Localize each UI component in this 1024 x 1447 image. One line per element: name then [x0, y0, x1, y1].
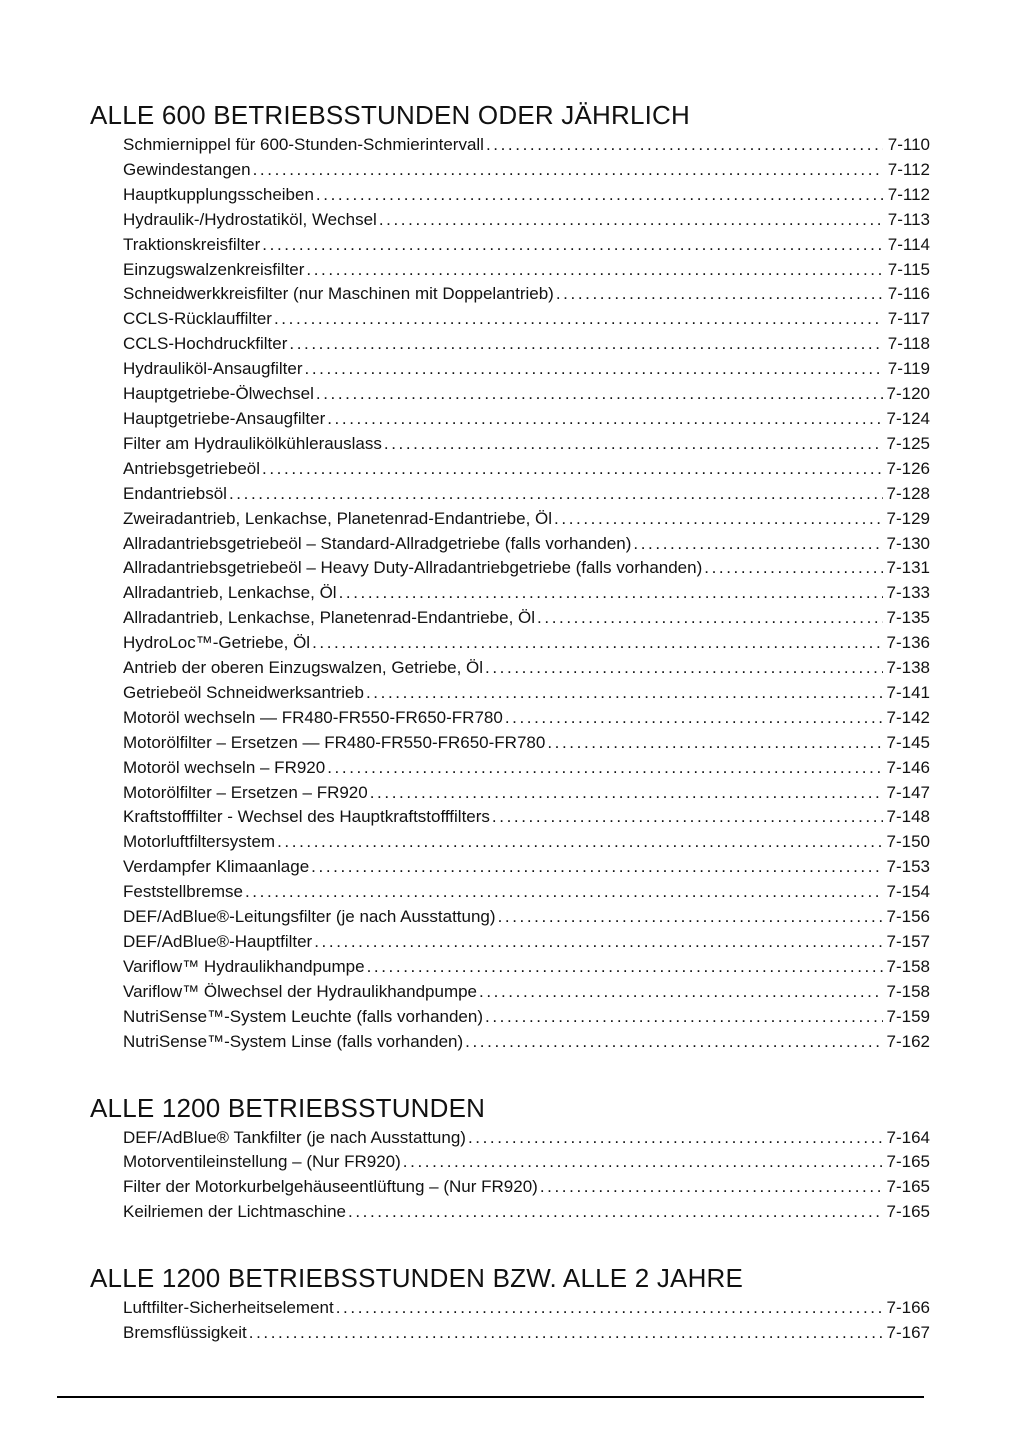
footer-rule — [57, 1396, 924, 1398]
toc-entry — [123, 880, 930, 905]
entry-page-number: 7-157 — [886, 932, 930, 951]
dot-leader — [327, 756, 883, 781]
toc-entry — [123, 930, 930, 955]
section-title: ALLE 600 BETRIEBSSTUNDEN ODER JÄHRLICH — [90, 100, 690, 130]
toc-entry — [123, 980, 930, 1005]
entry-label: Endantriebsöl — [123, 483, 227, 503]
entry-label: Motorölfilter – Ersetzen — FR480-FR550-FR650-FR780 — [123, 732, 546, 752]
toc-entry — [123, 133, 930, 158]
entry-page-number: 7-126 — [886, 458, 930, 478]
entry-label: Getriebeöl Schneidwerksantrieb — [123, 682, 364, 702]
entry-label: Zweiradantrieb, Lenkachse, Planetenrad-Endantriebe, Öl — [123, 508, 553, 528]
entry-page-number: 7-150 — [886, 832, 930, 852]
entry-page-number: 7-147 — [886, 782, 930, 802]
entry-page-number: 7-119 — [887, 359, 930, 379]
entry-page-number: 7-165 — [886, 1202, 930, 1222]
toc-entry — [123, 581, 930, 606]
toc-entry — [123, 855, 930, 880]
toc-entry — [123, 1126, 930, 1151]
dot-leader — [229, 482, 883, 507]
entry-label: Verdampfer Klimaanlage — [123, 857, 310, 877]
entry-page-number: 7-167 — [886, 1323, 930, 1343]
section-entries — [123, 1126, 930, 1226]
toc-entry — [123, 407, 930, 432]
toc-entry — [123, 955, 930, 980]
toc-entry — [123, 1150, 930, 1175]
entry-label: Antrieb der oberen Einzugswalzen, Getriebe, Öl — [123, 658, 484, 678]
toc-entry — [123, 756, 930, 781]
dot-leader — [485, 656, 883, 681]
section-entries — [123, 133, 930, 1055]
dot-leader — [485, 1005, 883, 1030]
toc-entry — [123, 357, 930, 382]
entry-label: Allradantriebsgetriebeöl – Standard-Allradgetriebe (falls vorhanden) — [123, 533, 632, 553]
dot-leader — [479, 980, 883, 1005]
dot-leader — [537, 606, 883, 631]
entry-label: NutriSense™-System Linse (falls vorhanden) — [123, 1031, 464, 1051]
toc-entry — [123, 1321, 930, 1346]
toc-entry — [123, 432, 930, 457]
entry-page-number: 7-110 — [887, 135, 930, 154]
dot-leader — [262, 457, 883, 482]
entry-label: NutriSense™-System Leuchte (falls vorhanden) — [123, 1006, 483, 1026]
entry-page-number: 7-141 — [886, 682, 930, 702]
dot-leader — [249, 1321, 883, 1346]
entry-page-number: 7-112 — [887, 159, 930, 179]
entry-label: Schmiernippel für 600-Stunden-Schmierintervall — [123, 135, 484, 154]
toc-entry — [123, 631, 930, 656]
dot-leader — [366, 681, 883, 706]
toc-entry — [123, 706, 930, 731]
toc-entry — [123, 382, 930, 407]
entry-page-number: 7-135 — [886, 608, 930, 628]
dot-leader — [316, 382, 883, 407]
dot-leader — [277, 830, 883, 855]
entry-page-number: 7-148 — [886, 807, 930, 827]
dot-leader — [312, 631, 883, 656]
dot-leader — [540, 1175, 883, 1200]
dot-leader — [305, 357, 883, 382]
entry-page-number: 7-142 — [886, 707, 930, 727]
dot-leader — [314, 930, 883, 955]
entry-page-number: 7-146 — [886, 757, 930, 777]
entry-page-number: 7-125 — [886, 433, 930, 453]
toc-entry — [123, 183, 930, 208]
toc-entry — [123, 805, 930, 830]
toc-entry — [123, 1296, 930, 1321]
entry-label: DEF/AdBlue®-Leitungsfilter (je nach Ausstattung) — [123, 907, 496, 927]
dot-leader — [370, 781, 883, 806]
entry-page-number: 7-153 — [886, 857, 930, 877]
dot-leader — [465, 1030, 883, 1055]
entry-page-number: 7-124 — [886, 408, 930, 428]
dot-leader — [486, 133, 883, 158]
toc-section — [57, 1263, 930, 1346]
section-entries — [123, 1296, 930, 1346]
entry-label: Keilriemen der Lichtmaschine — [123, 1202, 346, 1222]
toc-entry — [123, 482, 930, 507]
dot-leader — [384, 432, 883, 457]
toc-section — [57, 1093, 930, 1226]
toc-entry — [123, 1200, 930, 1225]
toc-entry — [123, 606, 930, 631]
dot-leader — [403, 1150, 883, 1175]
dot-leader — [339, 581, 883, 606]
dot-leader — [379, 208, 883, 233]
entry-page-number: 7-130 — [886, 533, 930, 553]
entry-page-number: 7-145 — [886, 732, 930, 752]
entry-label: Hauptgetriebe-Ansaugfilter — [123, 408, 326, 428]
entry-label: Gewindestangen — [123, 159, 251, 179]
dot-leader — [505, 706, 883, 731]
entry-page-number: 7-166 — [886, 1298, 930, 1318]
toc-section — [57, 100, 930, 1055]
toc-entry — [123, 158, 930, 183]
dot-leader — [306, 258, 883, 283]
entry-label: Kraftstofffilter - Wechsel des Hauptkraftstofffilters — [123, 807, 490, 827]
entry-page-number: 7-128 — [886, 483, 930, 503]
dot-leader — [262, 233, 883, 258]
dot-leader — [704, 556, 883, 581]
entry-label: Hydrauliköl-Ansaugfilter — [123, 359, 303, 379]
entry-page-number: 7-136 — [886, 633, 930, 653]
dot-leader — [274, 307, 883, 332]
entry-label: Filter der Motorkurbelgehäuseentlüftung – (Nur FR920) — [123, 1177, 538, 1197]
toc-entry — [123, 258, 930, 283]
entry-label: Allradantrieb, Lenkachse, Planetenrad-Endantriebe, Öl — [123, 608, 536, 628]
entry-label: Hauptgetriebe-Ölwechsel — [123, 384, 314, 404]
dot-leader — [633, 532, 883, 557]
entry-label: Filter am Hydraulikölkühlerauslass — [123, 433, 382, 453]
dot-leader — [547, 731, 883, 756]
entry-label: Einzugswalzenkreisfilter — [123, 259, 305, 279]
toc-entry — [123, 457, 930, 482]
dot-leader — [327, 407, 883, 432]
dot-leader — [367, 955, 883, 980]
entry-label: Motorölfilter – Ersetzen – FR920 — [123, 782, 368, 802]
entry-page-number: 7-159 — [886, 1006, 930, 1026]
dot-leader — [468, 1126, 883, 1151]
toc-entry — [123, 1030, 930, 1055]
toc-entry — [123, 781, 930, 806]
toc-entry — [123, 332, 930, 357]
toc-entry — [123, 532, 930, 557]
entry-page-number: 7-156 — [886, 907, 930, 927]
dot-leader — [311, 855, 883, 880]
entry-page-number: 7-154 — [886, 882, 930, 902]
entry-label: Traktionskreisfilter — [123, 234, 261, 254]
entry-page-number: 7-164 — [886, 1127, 930, 1147]
entry-label: CCLS-Rücklauffilter — [123, 309, 272, 329]
dot-leader — [492, 805, 883, 830]
entry-page-number: 7-120 — [886, 384, 930, 404]
toc-entry — [123, 1175, 930, 1200]
entry-page-number: 7-129 — [886, 508, 930, 528]
dot-leader — [348, 1200, 883, 1225]
entry-page-number: 7-165 — [886, 1177, 930, 1197]
entry-page-number: 7-112 — [887, 184, 930, 204]
entry-label: Hydraulik-/Hydrostatiköl, Wechsel — [123, 209, 377, 229]
toc-entry — [123, 208, 930, 233]
entry-page-number: 7-131 — [886, 558, 930, 578]
toc-entry — [123, 556, 930, 581]
entry-label: Motoröl wechseln — FR480-FR550-FR650-FR780 — [123, 707, 503, 727]
table-of-contents — [57, 100, 930, 1346]
toc-entry — [123, 282, 930, 307]
entry-page-number: 7-117 — [887, 309, 930, 329]
toc-entry — [123, 830, 930, 855]
entry-label: HydroLoc™-Getriebe, Öl — [123, 633, 311, 653]
entry-label: Variflow™ Hydraulikhandpumpe — [123, 956, 365, 976]
entry-page-number: 7-116 — [887, 284, 930, 304]
toc-entry — [123, 656, 930, 681]
entry-page-number: 7-162 — [886, 1031, 930, 1051]
entry-label: Antriebsgetriebeöl — [123, 458, 261, 478]
toc-entry — [123, 681, 930, 706]
entry-label: Variflow™ Ölwechsel der Hydraulikhandpumpe — [123, 981, 478, 1001]
section-title: ALLE 1200 BETRIEBSSTUNDEN BZW. ALLE 2 JAHRE — [90, 1263, 744, 1294]
toc-entry — [123, 731, 930, 756]
toc-entry — [123, 905, 930, 930]
dot-leader — [316, 183, 883, 208]
dot-leader — [336, 1296, 883, 1321]
entry-label: Feststellbremse — [123, 882, 243, 902]
entry-page-number: 7-165 — [886, 1152, 930, 1172]
entry-label: DEF/AdBlue®-Hauptfilter — [123, 932, 313, 951]
entry-label: DEF/AdBlue® Tankfilter (je nach Ausstattung) — [123, 1127, 466, 1147]
entry-page-number: 7-114 — [887, 234, 930, 254]
dot-leader — [245, 880, 883, 905]
entry-page-number: 7-158 — [886, 956, 930, 976]
entry-label: Motoröl wechseln – FR920 — [123, 757, 326, 777]
entry-label: Schneidwerkkreisfilter (nur Maschinen mit Doppelantrieb) — [123, 284, 554, 304]
entry-label: CCLS-Hochdruckfilter — [123, 334, 288, 354]
entry-label: Bremsflüssigkeit — [123, 1323, 247, 1343]
entry-label: Luftfilter-Sicherheitselement — [123, 1298, 334, 1318]
entry-label: Motorventileinstellung – (Nur FR920) — [123, 1152, 401, 1172]
entry-page-number: 7-158 — [886, 981, 930, 1001]
toc-entry — [123, 507, 930, 532]
entry-label: Allradantriebsgetriebeöl – Heavy Duty-Allradantriebgetriebe (falls vorhanden) — [123, 558, 703, 578]
dot-leader — [289, 332, 883, 357]
toc-entry — [123, 307, 930, 332]
section-title: ALLE 1200 BETRIEBSSTUNDEN — [90, 1092, 486, 1123]
dot-leader — [554, 507, 883, 532]
toc-entry — [123, 233, 930, 258]
entry-label: Motorluftfiltersystem — [123, 832, 276, 852]
entry-page-number: 7-138 — [886, 658, 930, 678]
dot-leader — [556, 282, 883, 307]
entry-page-number: 7-133 — [886, 583, 930, 603]
entry-page-number: 7-118 — [887, 334, 930, 354]
entry-label: Hauptkupplungsscheiben — [123, 184, 314, 204]
entry-page-number: 7-113 — [887, 209, 930, 229]
dot-leader — [253, 158, 883, 183]
dot-leader — [498, 905, 883, 930]
toc-entry — [123, 1005, 930, 1030]
entry-label: Allradantrieb, Lenkachse, Öl — [123, 583, 337, 603]
entry-page-number: 7-115 — [887, 259, 930, 279]
